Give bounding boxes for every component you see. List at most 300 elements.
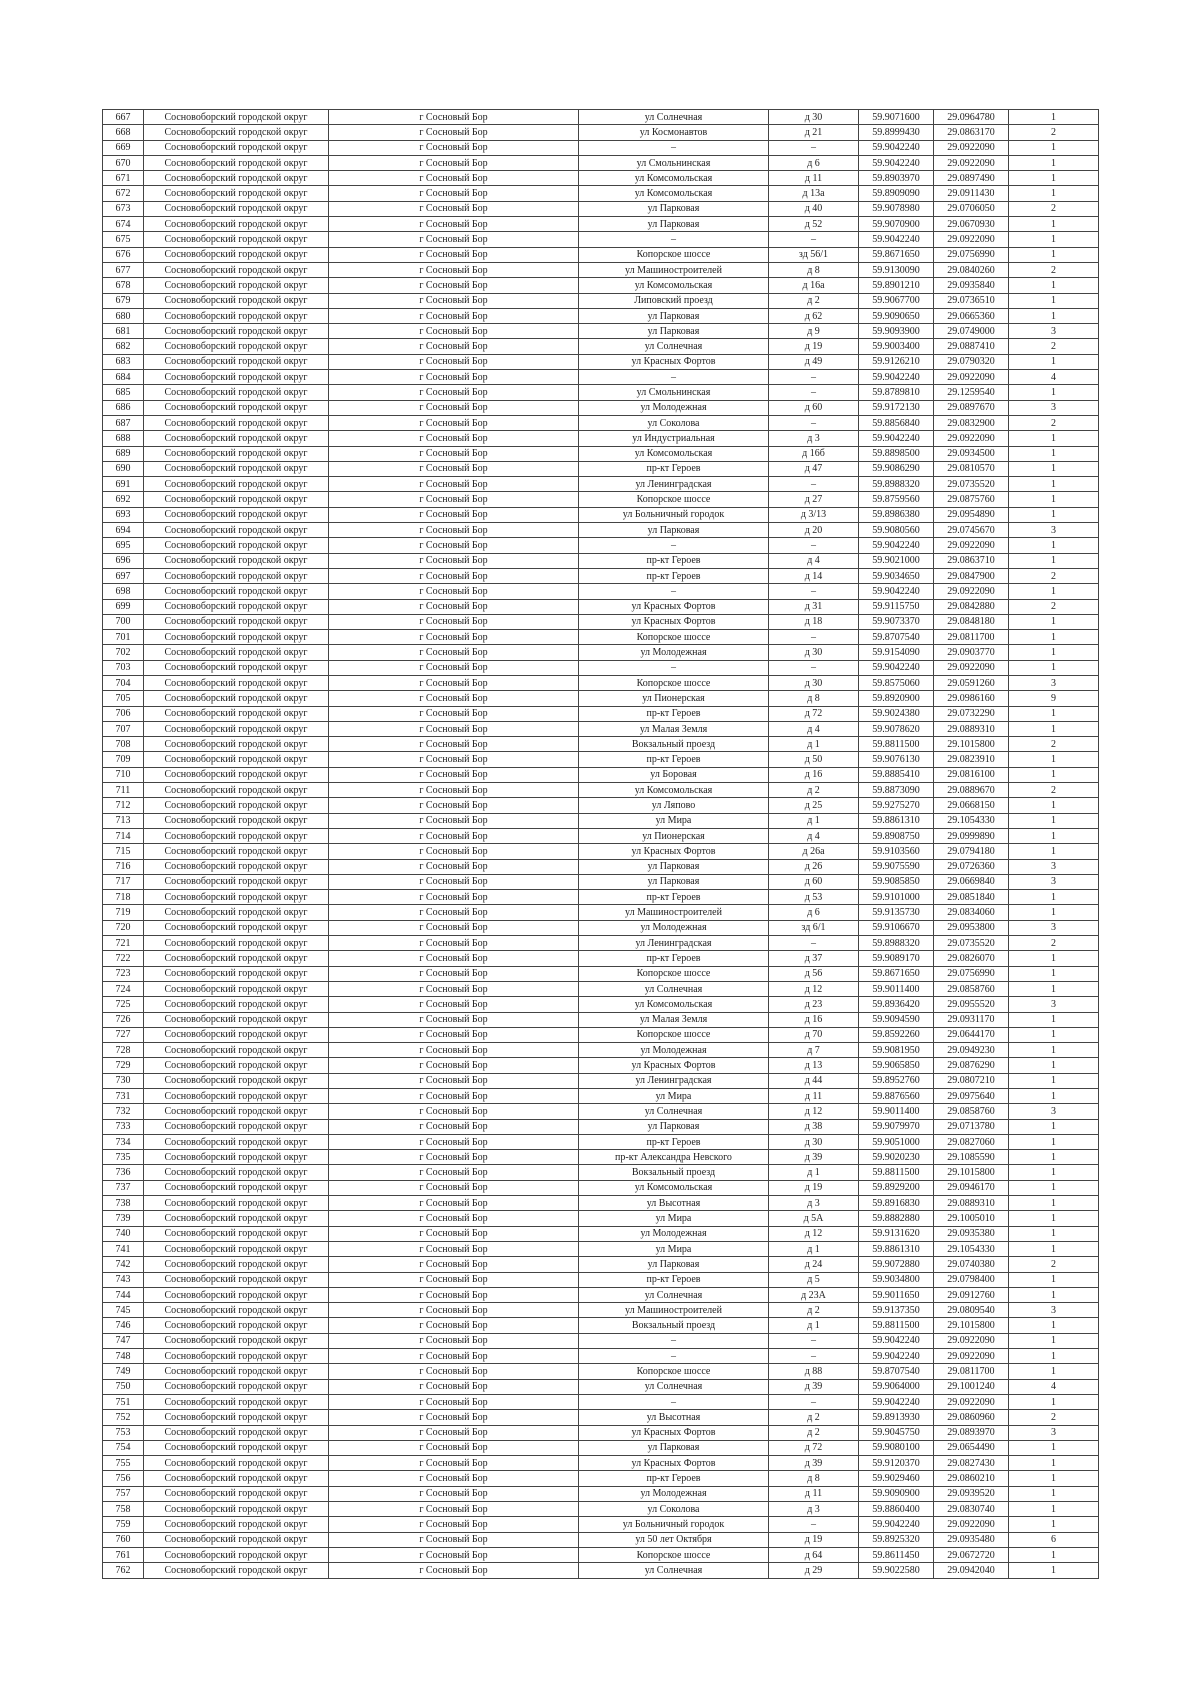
cell-street: – bbox=[579, 140, 769, 155]
cell-count: 1 bbox=[1009, 905, 1099, 920]
cell-district: Сосновоборский городской округ bbox=[144, 599, 329, 614]
cell-longitude: 29.0922090 bbox=[934, 584, 1009, 599]
cell-locality: г Сосновый Бор bbox=[329, 752, 579, 767]
cell-locality: г Сосновый Бор bbox=[329, 1502, 579, 1517]
cell-count: 3 bbox=[1009, 1104, 1099, 1119]
table-row bbox=[103, 706, 1099, 721]
table-row bbox=[103, 752, 1099, 767]
cell-district: Сосновоборский городской округ bbox=[144, 1012, 329, 1027]
cell-row-number: 698 bbox=[103, 584, 144, 599]
cell-longitude: 29.0935480 bbox=[934, 1532, 1009, 1547]
cell-district: Сосновоборский городской округ bbox=[144, 492, 329, 507]
cell-longitude: 29.0903770 bbox=[934, 645, 1009, 660]
cell-row-number: 732 bbox=[103, 1104, 144, 1119]
cell-row-number: 746 bbox=[103, 1318, 144, 1333]
cell-locality: г Сосновый Бор bbox=[329, 232, 579, 247]
table-row bbox=[103, 308, 1099, 323]
cell-street: ул Малая Земля bbox=[579, 1012, 769, 1027]
cell-locality: г Сосновый Бор bbox=[329, 1211, 579, 1226]
cell-street: ул Солнечная bbox=[579, 110, 769, 125]
cell-longitude: 29.0922090 bbox=[934, 660, 1009, 675]
cell-street: пр-кт Героев bbox=[579, 890, 769, 905]
cell-house: д 16 bbox=[769, 1012, 859, 1027]
cell-longitude: 29.0964780 bbox=[934, 110, 1009, 125]
cell-house: д 27 bbox=[769, 492, 859, 507]
cell-street: ул Высотная bbox=[579, 1196, 769, 1211]
cell-district: Сосновоборский городской округ bbox=[144, 217, 329, 232]
cell-longitude: 29.0954890 bbox=[934, 507, 1009, 522]
cell-house: д 6 bbox=[769, 155, 859, 170]
cell-latitude: 59.8861310 bbox=[859, 813, 934, 828]
table-row bbox=[103, 1073, 1099, 1088]
table-row bbox=[103, 1563, 1099, 1578]
cell-district: Сосновоборский городской округ bbox=[144, 1272, 329, 1287]
cell-count: 2 bbox=[1009, 783, 1099, 798]
table-row bbox=[103, 997, 1099, 1012]
cell-latitude: 59.9086290 bbox=[859, 461, 934, 476]
cell-latitude: 59.9135730 bbox=[859, 905, 934, 920]
table-row bbox=[103, 660, 1099, 675]
cell-street: ул Ленинградская bbox=[579, 477, 769, 492]
cell-street: ул 50 лет Октября bbox=[579, 1532, 769, 1547]
cell-district: Сосновоборский городской округ bbox=[144, 278, 329, 293]
cell-count: 1 bbox=[1009, 1073, 1099, 1088]
table-row bbox=[103, 951, 1099, 966]
cell-longitude: 29.0809540 bbox=[934, 1303, 1009, 1318]
cell-locality: г Сосновый Бор bbox=[329, 981, 579, 996]
cell-house: д 5 bbox=[769, 1272, 859, 1287]
table-row bbox=[103, 691, 1099, 706]
cell-locality: г Сосновый Бор bbox=[329, 1517, 579, 1532]
cell-locality: г Сосновый Бор bbox=[329, 1532, 579, 1547]
cell-district: Сосновоборский городской округ bbox=[144, 477, 329, 492]
cell-latitude: 59.8876560 bbox=[859, 1089, 934, 1104]
cell-street: ул Комсомольская bbox=[579, 1180, 769, 1195]
cell-row-number: 680 bbox=[103, 308, 144, 323]
cell-row-number: 707 bbox=[103, 721, 144, 736]
table-row bbox=[103, 737, 1099, 752]
cell-latitude: 59.9072880 bbox=[859, 1257, 934, 1272]
cell-locality: г Сосновый Бор bbox=[329, 905, 579, 920]
cell-locality: г Сосновый Бор bbox=[329, 1196, 579, 1211]
cell-locality: г Сосновый Бор bbox=[329, 155, 579, 170]
cell-row-number: 691 bbox=[103, 477, 144, 492]
cell-row-number: 684 bbox=[103, 370, 144, 385]
cell-district: Сосновоборский городской округ bbox=[144, 370, 329, 385]
table-row bbox=[103, 553, 1099, 568]
cell-row-number: 715 bbox=[103, 844, 144, 859]
cell-locality: г Сосновый Бор bbox=[329, 1089, 579, 1104]
cell-count: 1 bbox=[1009, 1456, 1099, 1471]
cell-locality: г Сосновый Бор bbox=[329, 1287, 579, 1302]
cell-latitude: 59.9080560 bbox=[859, 523, 934, 538]
cell-longitude: 29.0922090 bbox=[934, 232, 1009, 247]
table-row bbox=[103, 1012, 1099, 1027]
cell-count: 1 bbox=[1009, 752, 1099, 767]
cell-street: Вокзальный проезд bbox=[579, 1165, 769, 1180]
cell-latitude: 59.8929200 bbox=[859, 1180, 934, 1195]
cell-latitude: 59.8908750 bbox=[859, 828, 934, 843]
cell-house: д 4 bbox=[769, 553, 859, 568]
cell-longitude: 29.0740380 bbox=[934, 1257, 1009, 1272]
cell-row-number: 688 bbox=[103, 431, 144, 446]
cell-longitude: 29.0897490 bbox=[934, 171, 1009, 186]
cell-district: Сосновоборский городской округ bbox=[144, 645, 329, 660]
cell-latitude: 59.8885410 bbox=[859, 767, 934, 782]
cell-locality: г Сосновый Бор bbox=[329, 477, 579, 492]
cell-longitude: 29.0807210 bbox=[934, 1073, 1009, 1088]
cell-district: Сосновоборский городской округ bbox=[144, 247, 329, 262]
cell-district: Сосновоборский городской округ bbox=[144, 1547, 329, 1562]
cell-house: д 16 bbox=[769, 767, 859, 782]
cell-count: 1 bbox=[1009, 354, 1099, 369]
cell-longitude: 29.0922090 bbox=[934, 1349, 1009, 1364]
cell-district: Сосновоборский городской округ bbox=[144, 293, 329, 308]
cell-district: Сосновоборский городской округ bbox=[144, 1303, 329, 1318]
table-row bbox=[103, 645, 1099, 660]
cell-count: 1 bbox=[1009, 660, 1099, 675]
cell-locality: г Сосновый Бор bbox=[329, 1257, 579, 1272]
cell-row-number: 673 bbox=[103, 201, 144, 216]
cell-count: 1 bbox=[1009, 1012, 1099, 1027]
cell-street: – bbox=[579, 538, 769, 553]
cell-district: Сосновоборский городской округ bbox=[144, 415, 329, 430]
table-row bbox=[103, 905, 1099, 920]
cell-street: Копорское шоссе bbox=[579, 492, 769, 507]
cell-locality: г Сосновый Бор bbox=[329, 737, 579, 752]
cell-row-number: 719 bbox=[103, 905, 144, 920]
cell-longitude: 29.0842880 bbox=[934, 599, 1009, 614]
cell-count: 1 bbox=[1009, 1119, 1099, 1134]
cell-count: 1 bbox=[1009, 1089, 1099, 1104]
cell-house: зд 56/1 bbox=[769, 247, 859, 262]
cell-row-number: 702 bbox=[103, 645, 144, 660]
cell-row-number: 717 bbox=[103, 874, 144, 889]
cell-locality: г Сосновый Бор bbox=[329, 308, 579, 323]
cell-district: Сосновоборский городской округ bbox=[144, 1226, 329, 1241]
cell-street: ул Комсомольская bbox=[579, 278, 769, 293]
cell-latitude: 59.8952760 bbox=[859, 1073, 934, 1088]
cell-locality: г Сосновый Бор bbox=[329, 783, 579, 798]
table-row bbox=[103, 1547, 1099, 1562]
cell-locality: г Сосновый Бор bbox=[329, 966, 579, 981]
table-row bbox=[103, 1134, 1099, 1149]
cell-locality: г Сосновый Бор bbox=[329, 1318, 579, 1333]
cell-row-number: 703 bbox=[103, 660, 144, 675]
cell-street: ул Малая Земля bbox=[579, 721, 769, 736]
cell-count: 1 bbox=[1009, 1486, 1099, 1501]
cell-house: д 72 bbox=[769, 1440, 859, 1455]
cell-count: 4 bbox=[1009, 370, 1099, 385]
cell-district: Сосновоборский городской округ bbox=[144, 1241, 329, 1256]
cell-locality: г Сосновый Бор bbox=[329, 507, 579, 522]
cell-house: – bbox=[769, 936, 859, 951]
cell-longitude: 29.0827430 bbox=[934, 1456, 1009, 1471]
cell-latitude: 59.9042240 bbox=[859, 1333, 934, 1348]
cell-house: д 16б bbox=[769, 446, 859, 461]
cell-row-number: 723 bbox=[103, 966, 144, 981]
cell-house: д 2 bbox=[769, 293, 859, 308]
cell-street: Вокзальный проезд bbox=[579, 1318, 769, 1333]
cell-latitude: 59.9080100 bbox=[859, 1440, 934, 1455]
table-row bbox=[103, 1410, 1099, 1425]
cell-count: 1 bbox=[1009, 155, 1099, 170]
cell-locality: г Сосновый Бор bbox=[329, 1180, 579, 1195]
cell-district: Сосновоборский городской округ bbox=[144, 737, 329, 752]
cell-count: 3 bbox=[1009, 1425, 1099, 1440]
cell-street: ул Пионерская bbox=[579, 691, 769, 706]
cell-house: д 21 bbox=[769, 125, 859, 140]
cell-row-number: 676 bbox=[103, 247, 144, 262]
cell-count: 1 bbox=[1009, 1165, 1099, 1180]
cell-locality: г Сосновый Бор bbox=[329, 997, 579, 1012]
cell-street: ул Молодежная bbox=[579, 1486, 769, 1501]
cell-house: д 40 bbox=[769, 201, 859, 216]
cell-row-number: 750 bbox=[103, 1379, 144, 1394]
cell-count: 1 bbox=[1009, 828, 1099, 843]
cell-longitude: 29.0644170 bbox=[934, 1027, 1009, 1042]
cell-row-number: 667 bbox=[103, 110, 144, 125]
cell-count: 1 bbox=[1009, 1134, 1099, 1149]
cell-longitude: 29.0889310 bbox=[934, 721, 1009, 736]
cell-locality: г Сосновый Бор bbox=[329, 262, 579, 277]
cell-district: Сосновоборский городской округ bbox=[144, 1502, 329, 1517]
table-row bbox=[103, 859, 1099, 874]
cell-house: – bbox=[769, 630, 859, 645]
cell-street: Липовский проезд bbox=[579, 293, 769, 308]
cell-street: ул Больничный городок bbox=[579, 1517, 769, 1532]
cell-latitude: 59.8898500 bbox=[859, 446, 934, 461]
cell-street: ул Ляпово bbox=[579, 798, 769, 813]
cell-district: Сосновоборский городской округ bbox=[144, 767, 329, 782]
cell-house: д 72 bbox=[769, 706, 859, 721]
cell-district: Сосновоборский городской округ bbox=[144, 1119, 329, 1134]
cell-count: 3 bbox=[1009, 997, 1099, 1012]
cell-count: 1 bbox=[1009, 385, 1099, 400]
table-row bbox=[103, 538, 1099, 553]
cell-count: 2 bbox=[1009, 1257, 1099, 1272]
cell-longitude: 29.0942040 bbox=[934, 1563, 1009, 1578]
cell-district: Сосновоборский городской округ bbox=[144, 1563, 329, 1578]
cell-longitude: 29.0935380 bbox=[934, 1226, 1009, 1241]
cell-house: д 3 bbox=[769, 431, 859, 446]
cell-longitude: 29.0794180 bbox=[934, 844, 1009, 859]
cell-house: д 30 bbox=[769, 110, 859, 125]
cell-house: д 39 bbox=[769, 1456, 859, 1471]
cell-house: д 3/13 bbox=[769, 507, 859, 522]
cell-longitude: 29.0756990 bbox=[934, 966, 1009, 981]
cell-house: д 2 bbox=[769, 1425, 859, 1440]
cell-locality: г Сосновый Бор bbox=[329, 660, 579, 675]
table-row bbox=[103, 828, 1099, 843]
cell-longitude: 29.0887410 bbox=[934, 339, 1009, 354]
cell-longitude: 29.0798400 bbox=[934, 1272, 1009, 1287]
cell-longitude: 29.0955520 bbox=[934, 997, 1009, 1012]
table-row bbox=[103, 1104, 1099, 1119]
cell-district: Сосновоборский городской округ bbox=[144, 262, 329, 277]
cell-longitude: 29.0875760 bbox=[934, 492, 1009, 507]
cell-house: д 44 bbox=[769, 1073, 859, 1088]
cell-street: Копорское шоссе bbox=[579, 247, 769, 262]
cell-district: Сосновоборский городской округ bbox=[144, 1073, 329, 1088]
cell-latitude: 59.9011650 bbox=[859, 1287, 934, 1302]
cell-latitude: 59.9085850 bbox=[859, 874, 934, 889]
address-register-table bbox=[102, 109, 1099, 1579]
cell-house: – bbox=[769, 477, 859, 492]
cell-locality: г Сосновый Бор bbox=[329, 370, 579, 385]
cell-street: ул Парковая bbox=[579, 874, 769, 889]
cell-district: Сосновоборский городской округ bbox=[144, 798, 329, 813]
cell-longitude: 29.0889670 bbox=[934, 783, 1009, 798]
cell-house: – bbox=[769, 1349, 859, 1364]
cell-latitude: 59.9022580 bbox=[859, 1563, 934, 1578]
cell-count: 1 bbox=[1009, 1027, 1099, 1042]
cell-latitude: 59.9093900 bbox=[859, 324, 934, 339]
cell-row-number: 709 bbox=[103, 752, 144, 767]
cell-locality: г Сосновый Бор bbox=[329, 446, 579, 461]
table-row bbox=[103, 477, 1099, 492]
cell-count: 2 bbox=[1009, 1410, 1099, 1425]
cell-district: Сосновоборский городской округ bbox=[144, 1196, 329, 1211]
table-row bbox=[103, 813, 1099, 828]
table-body bbox=[103, 110, 1099, 1579]
cell-street: ул Парковая bbox=[579, 308, 769, 323]
cell-longitude: 29.0863170 bbox=[934, 125, 1009, 140]
table-row bbox=[103, 981, 1099, 996]
cell-row-number: 699 bbox=[103, 599, 144, 614]
cell-district: Сосновоборский городской округ bbox=[144, 874, 329, 889]
cell-count: 1 bbox=[1009, 645, 1099, 660]
cell-street: ул Красных Фортов bbox=[579, 354, 769, 369]
cell-latitude: 59.8988320 bbox=[859, 936, 934, 951]
cell-district: Сосновоборский городской округ bbox=[144, 1134, 329, 1149]
cell-latitude: 59.8920900 bbox=[859, 691, 934, 706]
cell-count: 1 bbox=[1009, 1150, 1099, 1165]
cell-row-number: 730 bbox=[103, 1073, 144, 1088]
cell-district: Сосновоборский городской округ bbox=[144, 691, 329, 706]
cell-count: 1 bbox=[1009, 584, 1099, 599]
cell-house: д 19 bbox=[769, 339, 859, 354]
cell-count: 1 bbox=[1009, 1547, 1099, 1562]
cell-latitude: 59.9024380 bbox=[859, 706, 934, 721]
cell-latitude: 59.9042240 bbox=[859, 232, 934, 247]
cell-locality: г Сосновый Бор bbox=[329, 324, 579, 339]
cell-latitude: 59.8925320 bbox=[859, 1532, 934, 1547]
cell-row-number: 694 bbox=[103, 523, 144, 538]
cell-locality: г Сосновый Бор bbox=[329, 110, 579, 125]
cell-row-number: 693 bbox=[103, 507, 144, 522]
cell-street: ул Машиностроителей bbox=[579, 262, 769, 277]
table-row bbox=[103, 293, 1099, 308]
table-row bbox=[103, 614, 1099, 629]
cell-longitude: 29.0810570 bbox=[934, 461, 1009, 476]
cell-longitude: 29.0893970 bbox=[934, 1425, 1009, 1440]
cell-count: 2 bbox=[1009, 568, 1099, 583]
cell-locality: г Сосновый Бор bbox=[329, 538, 579, 553]
table-row bbox=[103, 446, 1099, 461]
cell-house: д 24 bbox=[769, 1257, 859, 1272]
cell-locality: г Сосновый Бор bbox=[329, 1471, 579, 1486]
cell-locality: г Сосновый Бор bbox=[329, 890, 579, 905]
cell-house: д 12 bbox=[769, 1104, 859, 1119]
cell-longitude: 29.1015800 bbox=[934, 1165, 1009, 1180]
cell-longitude: 29.0669840 bbox=[934, 874, 1009, 889]
cell-street: ул Солнечная bbox=[579, 1287, 769, 1302]
cell-count: 1 bbox=[1009, 1517, 1099, 1532]
cell-latitude: 59.9042240 bbox=[859, 140, 934, 155]
cell-count: 1 bbox=[1009, 1287, 1099, 1302]
cell-street: пр-кт Героев bbox=[579, 1471, 769, 1486]
table-row bbox=[103, 1226, 1099, 1241]
cell-house: д 4 bbox=[769, 828, 859, 843]
cell-row-number: 696 bbox=[103, 553, 144, 568]
table-row bbox=[103, 232, 1099, 247]
cell-longitude: 29.0860960 bbox=[934, 1410, 1009, 1425]
cell-row-number: 725 bbox=[103, 997, 144, 1012]
cell-row-number: 710 bbox=[103, 767, 144, 782]
cell-latitude: 59.9042240 bbox=[859, 155, 934, 170]
cell-count: 1 bbox=[1009, 1349, 1099, 1364]
cell-house: д 12 bbox=[769, 981, 859, 996]
table-row bbox=[103, 155, 1099, 170]
cell-latitude: 59.9042240 bbox=[859, 1394, 934, 1409]
cell-locality: г Сосновый Бор bbox=[329, 1410, 579, 1425]
table-row bbox=[103, 675, 1099, 690]
cell-count: 4 bbox=[1009, 1379, 1099, 1394]
cell-street: ул Мира bbox=[579, 813, 769, 828]
cell-house: д 64 bbox=[769, 1547, 859, 1562]
cell-count: 3 bbox=[1009, 920, 1099, 935]
cell-street: ул Парковая bbox=[579, 201, 769, 216]
cell-house: д 53 bbox=[769, 890, 859, 905]
cell-district: Сосновоборский городской округ bbox=[144, 339, 329, 354]
cell-latitude: 59.9078620 bbox=[859, 721, 934, 736]
table-row bbox=[103, 1349, 1099, 1364]
cell-house: д 37 bbox=[769, 951, 859, 966]
cell-row-number: 753 bbox=[103, 1425, 144, 1440]
cell-count: 6 bbox=[1009, 1532, 1099, 1547]
cell-locality: г Сосновый Бор bbox=[329, 645, 579, 660]
cell-longitude: 29.0935840 bbox=[934, 278, 1009, 293]
cell-street: ул Молодежная bbox=[579, 1043, 769, 1058]
cell-house: д 6 bbox=[769, 905, 859, 920]
cell-row-number: 745 bbox=[103, 1303, 144, 1318]
cell-latitude: 59.8936420 bbox=[859, 997, 934, 1012]
cell-house: д 2 bbox=[769, 783, 859, 798]
cell-row-number: 672 bbox=[103, 186, 144, 201]
cell-longitude: 29.0922090 bbox=[934, 1517, 1009, 1532]
cell-street: Копорское шоссе bbox=[579, 1364, 769, 1379]
table-row bbox=[103, 1364, 1099, 1379]
cell-house: д 3 bbox=[769, 1502, 859, 1517]
cell-count: 1 bbox=[1009, 1211, 1099, 1226]
table-row bbox=[103, 171, 1099, 186]
cell-row-number: 682 bbox=[103, 339, 144, 354]
cell-locality: г Сосновый Бор bbox=[329, 813, 579, 828]
cell-district: Сосновоборский городской округ bbox=[144, 1440, 329, 1455]
table-row bbox=[103, 798, 1099, 813]
cell-count: 1 bbox=[1009, 1364, 1099, 1379]
cell-longitude: 29.0672720 bbox=[934, 1547, 1009, 1562]
cell-latitude: 59.9131620 bbox=[859, 1226, 934, 1241]
table-row bbox=[103, 247, 1099, 262]
cell-count: 1 bbox=[1009, 890, 1099, 905]
cell-street: ул Боровая bbox=[579, 767, 769, 782]
cell-count: 1 bbox=[1009, 614, 1099, 629]
table-row bbox=[103, 1089, 1099, 1104]
cell-locality: г Сосновый Бор bbox=[329, 675, 579, 690]
cell-longitude: 29.0922090 bbox=[934, 1394, 1009, 1409]
